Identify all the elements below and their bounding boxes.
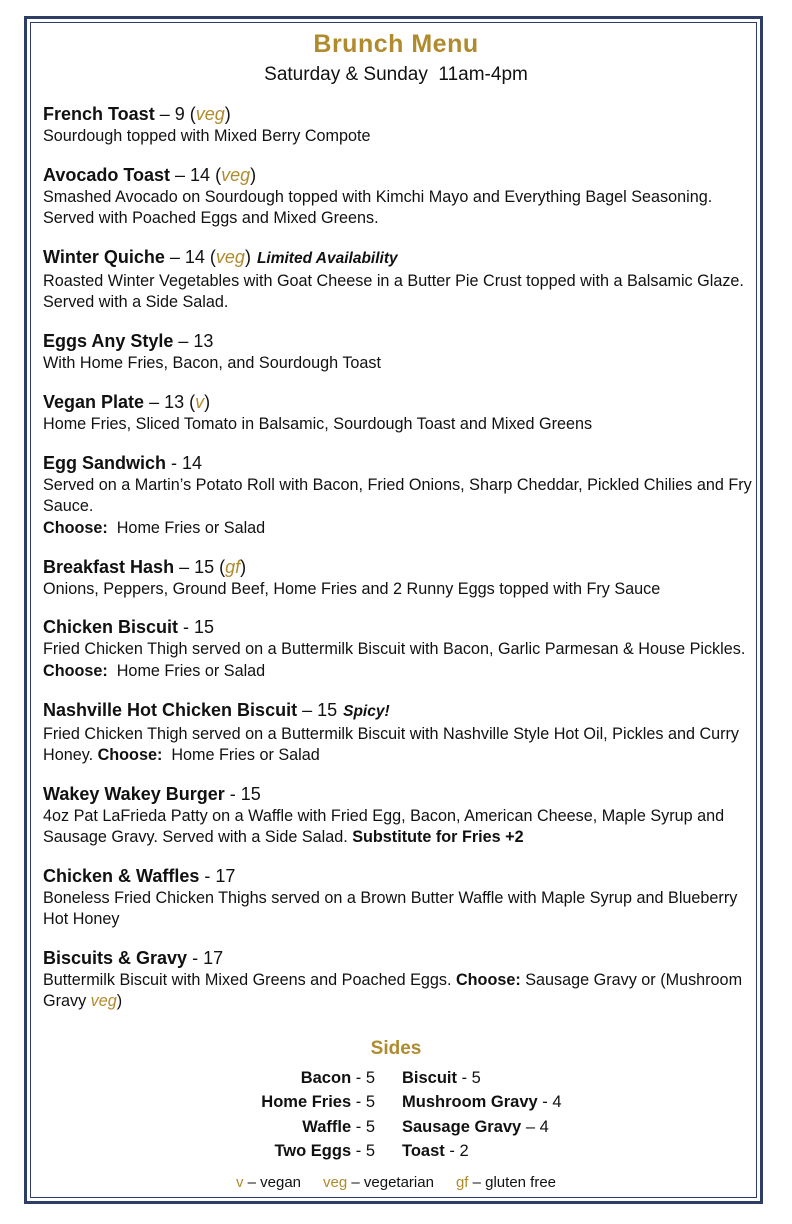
description-text: Served on a Martin’s Potato Roll with Bacon, Fried Onions, Sharp Cheddar, Pickled Chilies and Fry Sauce. xyxy=(43,476,752,516)
menu-item-header: Winter Quiche – 14 (veg) Limited Availability xyxy=(43,247,398,268)
menu-item xyxy=(43,864,758,931)
price-separator: – xyxy=(154,104,175,124)
menu-item-name: Vegan Plate xyxy=(43,392,145,413)
legend-entry xyxy=(323,1174,434,1191)
description-text: Onions, Peppers, Ground Beef, Home Fries and 2 Runny Eggs topped with Fry Sauce xyxy=(43,579,661,598)
side-item xyxy=(402,1090,562,1114)
menu-item-header xyxy=(43,946,758,970)
menu-item-price: 14 xyxy=(190,164,211,185)
side-item xyxy=(402,1139,562,1163)
menu-item-price: 15 xyxy=(194,556,215,577)
menu-item-name: Nashville Hot Chicken Biscuit xyxy=(43,699,298,720)
menu-item-description xyxy=(43,126,758,147)
dietary-tag: veg xyxy=(215,247,245,268)
side-item xyxy=(261,1066,375,1090)
sides-column-right xyxy=(402,1066,562,1163)
description-text: Sourdough topped with Mixed Berry Compote xyxy=(43,127,371,145)
menu-item-header: Avocado Toast – 14 (veg) xyxy=(43,164,257,185)
menu-item-name: French Toast xyxy=(43,104,155,124)
side-name: Mushroom Gravy xyxy=(402,1093,538,1112)
menu-item-note: Spicy! xyxy=(343,702,390,720)
price-separator: – xyxy=(174,556,195,577)
dietary-tag: veg xyxy=(221,164,251,185)
side-price: - 5 xyxy=(351,1141,375,1160)
menu-item-name: Wakey Wakey Burger xyxy=(43,783,225,804)
menu-item-price: 14 xyxy=(184,247,205,268)
legend-entry xyxy=(456,1174,556,1191)
price-separator: – xyxy=(170,164,191,185)
menu-item xyxy=(43,946,758,1013)
description-text: Smashed Avocado on Sourdough topped with Kimchi Mayo and Everything Bagel Seasoning. Served with Poached Eggs and Mixed Greens. xyxy=(43,187,713,228)
price-separator: - xyxy=(178,617,195,638)
menu-item-description xyxy=(43,806,758,849)
price-separator: - xyxy=(199,865,216,886)
side-price: - 5 xyxy=(351,1093,375,1112)
menu-item-header: Breakfast Hash – 15 (gf) xyxy=(43,556,247,577)
menu-item xyxy=(43,451,758,539)
menu-item xyxy=(43,698,758,767)
description-text: Buttermilk Biscuit with Mixed Greens and Poached Eggs. xyxy=(43,971,456,990)
legend-code: v xyxy=(235,1174,244,1191)
description-text: With Home Fries, Bacon, and Sourdough Toast xyxy=(43,354,382,373)
side-item xyxy=(402,1066,562,1090)
side-price: - 4 xyxy=(537,1093,562,1112)
side-item xyxy=(261,1139,375,1163)
choose-label: Substitute for Fries +2 xyxy=(352,828,524,847)
menu-item xyxy=(43,390,758,435)
dietary-tag: v xyxy=(195,392,205,413)
legend-code: veg xyxy=(323,1174,348,1191)
menu-item-description xyxy=(43,353,758,374)
menu-item-price: 14 xyxy=(182,453,203,474)
side-price: - 5 xyxy=(351,1069,375,1087)
menu-item xyxy=(43,782,758,849)
menu-item-description xyxy=(43,888,758,931)
legend-entry xyxy=(236,1174,301,1191)
menu-item-header xyxy=(43,864,758,888)
menu-item-price: 15 xyxy=(317,699,338,720)
side-name: Sausage Gravy xyxy=(402,1117,522,1136)
side-item xyxy=(261,1115,375,1139)
side-name: Bacon xyxy=(300,1069,352,1087)
menu-item-description xyxy=(43,475,758,539)
menu-item xyxy=(43,555,758,600)
side-name: Biscuit xyxy=(402,1069,458,1087)
dietary-tag: gf xyxy=(225,556,241,577)
price-separator: – xyxy=(164,247,185,268)
menu-item-header: French Toast – 9 (veg) xyxy=(43,104,231,124)
description-text: Fried Chicken Thigh served on a Buttermilk Biscuit with Nashville Style Hot Oil, Pickles and Curry Honey. xyxy=(43,724,740,764)
choose-label: Choose: xyxy=(43,661,108,680)
menu-item-header xyxy=(43,451,758,475)
side-price: - 5 xyxy=(351,1117,375,1136)
menu-item xyxy=(43,102,758,147)
side-name: Home Fries xyxy=(261,1093,352,1112)
menu-item-name: Eggs Any Style xyxy=(43,331,174,352)
menu-item-description xyxy=(43,724,758,767)
menu-item-price: 9 xyxy=(174,104,185,124)
menu-item xyxy=(43,163,758,230)
dietary-tag: veg xyxy=(90,992,117,1011)
sides-column-left xyxy=(261,1066,375,1163)
side-name: Two Eggs xyxy=(274,1141,352,1160)
description-text: 4oz Pat LaFrieda Patty on a Waffle with Fried Egg, Bacon, American Cheese, Maple Syrup and Sausage Gravy. Served with a Side Salad. xyxy=(43,806,725,847)
menu-item-price: 15 xyxy=(194,617,215,638)
dietary-legend xyxy=(0,1174,792,1191)
legend-label: – vegan xyxy=(243,1174,302,1191)
menu-item-name: Breakfast Hash xyxy=(43,556,175,577)
side-price: - 5 xyxy=(457,1069,481,1087)
side-name: Waffle xyxy=(302,1117,352,1136)
side-price: - 2 xyxy=(444,1141,469,1160)
description-text: Boneless Fried Chicken Thighs served on a Brown Butter Waffle with Maple Syrup and Blueberry Hot Honey xyxy=(43,888,738,929)
menu-item-name: Egg Sandwich xyxy=(43,453,167,474)
menu-items-list xyxy=(43,102,758,1028)
price-separator: – xyxy=(173,331,194,352)
menu-item xyxy=(43,615,758,682)
menu-item-note: Limited Availability xyxy=(256,250,398,268)
legend-label: – vegetarian xyxy=(347,1174,434,1191)
choose-options: Home Fries or Salad xyxy=(107,661,266,680)
dietary-tag: veg xyxy=(195,104,225,124)
menu-hours: Saturday & Sunday 11am-4pm xyxy=(264,64,528,85)
price-separator: - xyxy=(187,948,204,969)
legend-label: – gluten free xyxy=(468,1174,557,1191)
closing-paren: ) xyxy=(116,992,123,1011)
menu-item-price: 17 xyxy=(203,948,224,969)
menu-item-header xyxy=(43,615,758,639)
choose-label: Choose: xyxy=(455,971,521,990)
menu-item-price: 15 xyxy=(240,783,261,804)
side-name: Toast xyxy=(402,1141,445,1160)
choose-options: Home Fries or Salad xyxy=(107,518,266,537)
description-text: Fried Chicken Thigh served on a Buttermilk Biscuit with Bacon, Garlic Parmesan & House Pickles. xyxy=(43,640,746,659)
choose-label: Choose: xyxy=(43,518,108,537)
menu-item-description xyxy=(43,187,758,230)
menu-item-price: 13 xyxy=(164,392,185,413)
menu-item-description xyxy=(43,970,758,1013)
menu-item-header xyxy=(43,698,758,724)
menu-item-header xyxy=(43,782,758,806)
side-item xyxy=(261,1090,375,1114)
menu-item-description xyxy=(43,271,758,314)
menu-item xyxy=(43,329,758,374)
menu-item-name: Chicken & Waffles xyxy=(43,865,200,886)
menu-item xyxy=(43,245,758,314)
price-separator: – xyxy=(297,699,318,720)
sides-title: Sides xyxy=(370,1038,422,1059)
side-item xyxy=(402,1115,562,1139)
menu-item-name: Chicken Biscuit xyxy=(43,617,179,638)
menu-item-description xyxy=(43,414,758,435)
description-text: Home Fries, Sliced Tomato in Balsamic, Sourdough Toast and Mixed Greens xyxy=(43,415,593,434)
side-price: – 4 xyxy=(521,1117,549,1136)
price-separator: – xyxy=(144,392,165,413)
price-separator: - xyxy=(166,453,183,474)
menu-item-header: Vegan Plate – 13 (v) xyxy=(43,392,211,413)
price-separator: - xyxy=(224,783,241,804)
menu-item-price: 17 xyxy=(215,865,236,886)
choose-label: Choose: xyxy=(97,745,163,764)
choose-options: Home Fries or Salad xyxy=(162,745,320,764)
menu-item-price: 13 xyxy=(193,331,214,352)
menu-item-name: Biscuits & Gravy xyxy=(43,948,188,969)
menu-item-header xyxy=(43,329,758,353)
choose-options: Sausage Gravy or (Mushroom Gravy xyxy=(43,971,747,1011)
menu-title: Brunch Menu xyxy=(313,30,479,58)
menu-item-description xyxy=(43,579,758,600)
menu-item-description xyxy=(43,639,758,682)
menu-item-name: Winter Quiche xyxy=(43,247,165,268)
menu-item-name: Avocado Toast xyxy=(43,164,171,185)
description-text: Roasted Winter Vegetables with Goat Cheese in a Butter Pie Crust topped with a Balsamic Glaze. Served with a Side Salad. xyxy=(43,272,744,312)
legend-code: gf xyxy=(455,1174,469,1191)
